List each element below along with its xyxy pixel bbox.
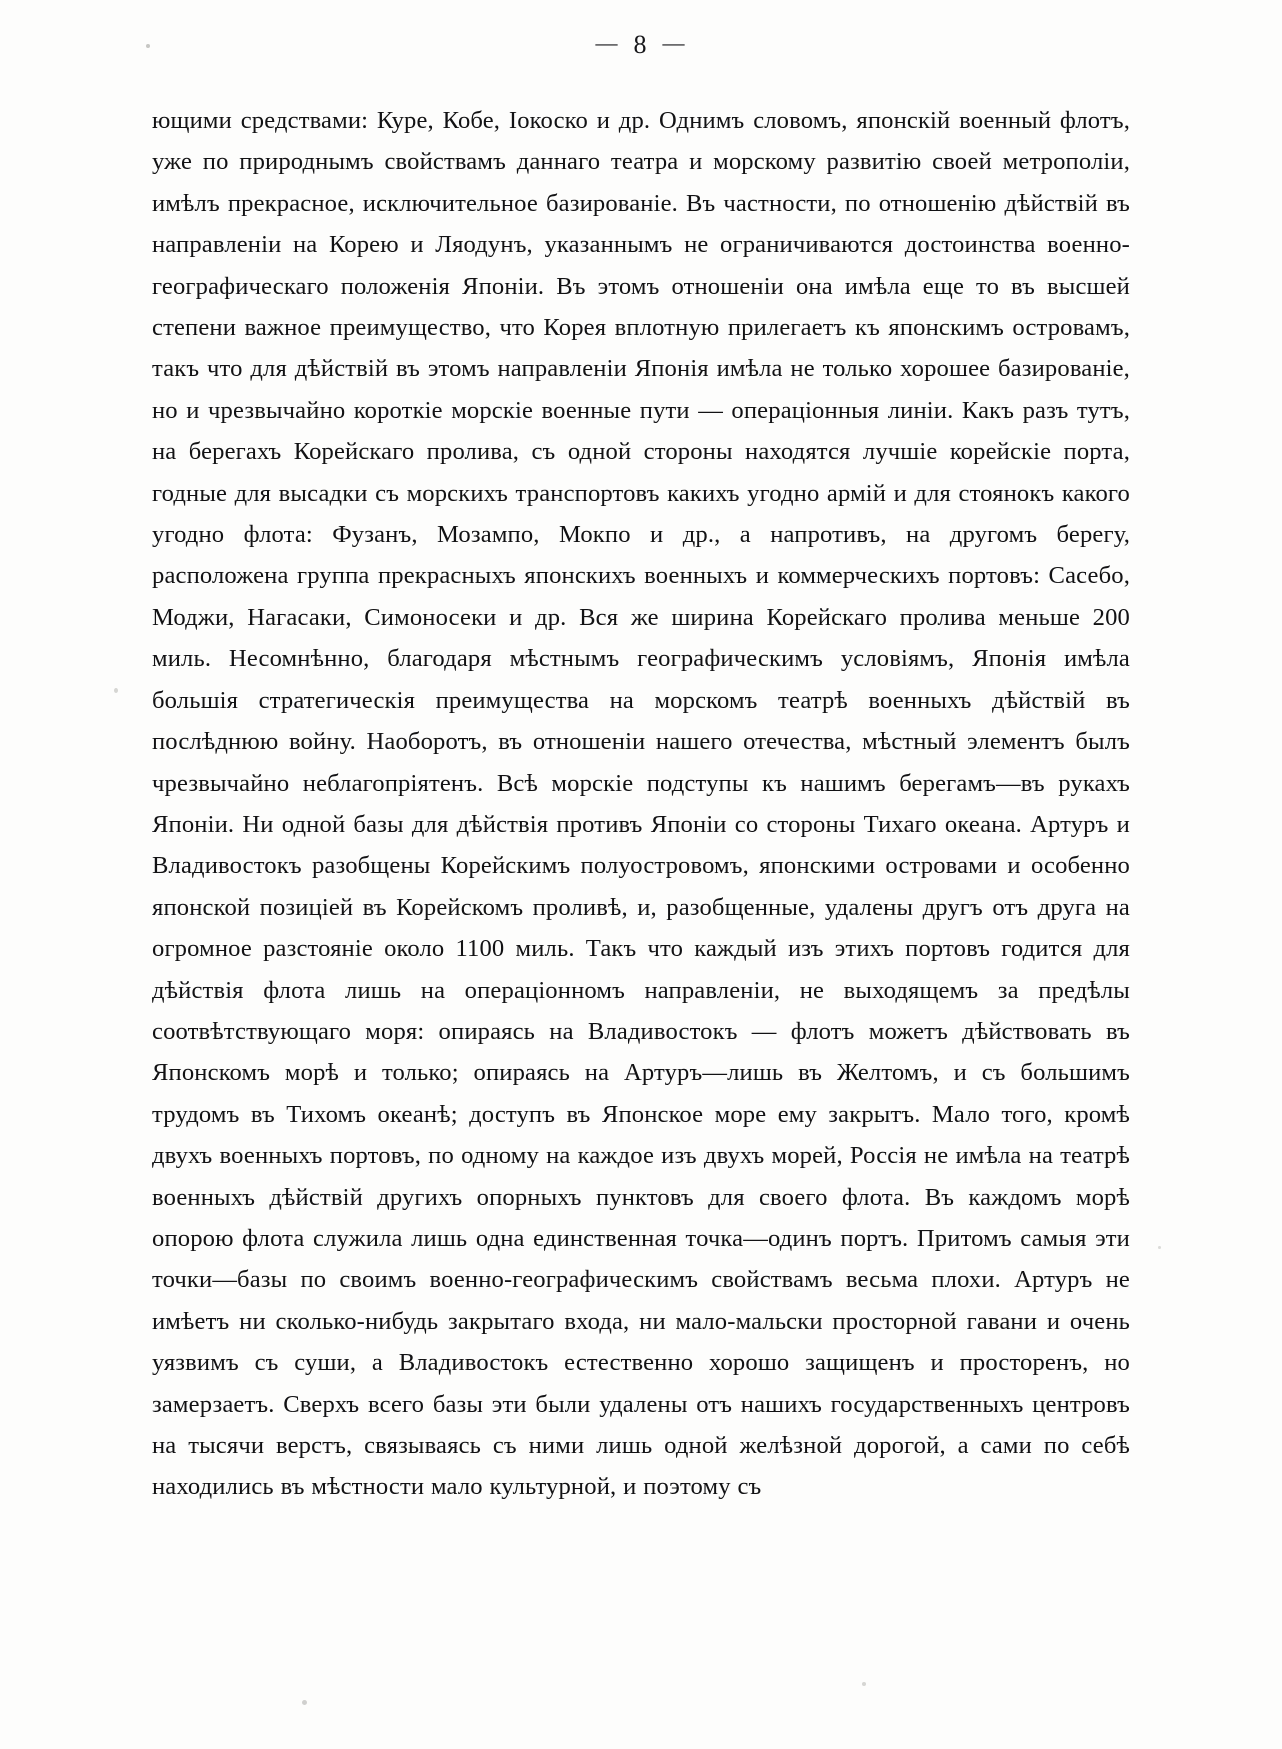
scan-speck — [146, 44, 150, 48]
page-number-value: 8 — [633, 30, 649, 59]
scan-speck — [302, 1700, 307, 1705]
scan-speck — [862, 1682, 866, 1686]
page-number-dash-left: — — [595, 30, 620, 55]
page-number — [0, 30, 1282, 60]
body-text — [152, 100, 1130, 1508]
scan-speck — [1158, 1246, 1161, 1249]
body-paragraph: ющими средствами: Куре, Кобе, Іокоско и др. Однимъ словомъ, японскій военный флотъ, уже по природнымъ свойствамъ даннаго театра и морскому развитію своей метрополіи, имѣлъ прекрасное, исключительное базированіе. Въ частности, по отношенію дѣйствій въ направленіи на Корею и Ляодунъ, указаннымъ не ограничиваются достоинства военно-географическаго положенія Японіи. Въ этомъ отношеніи она имѣла еще то въ высшей степени важное преимущество, что Корея вплотную прилегаетъ къ японскимъ островамъ, такъ что для дѣйствій въ этомъ направленіи Японія имѣла не только хорошее базированіе, но и чрезвычайно короткіе морскіе военные пути — операціонныя линіи. Какъ разъ тутъ, на берегахъ Корейскаго пролива, съ одной стороны находятся лучшіе корейскіе порта, годные для высадки съ морскихъ транспортовъ какихъ угодно армій и для стоянокъ какого угодно флота: Фузанъ, Мозампо, Мокпо и др., а напротивъ, на другомъ берегу, расположена группа прекрасныхъ японскихъ военныхъ и коммерческихъ портовъ: Сасебо, Моджи, Нагасаки, Симоносеки и др. Вся же ширина Корейскаго пролива меньше 200 миль. Несомнѣнно, благодаря мѣстнымъ географическимъ условіямъ, Японія имѣла большія стратегическія преимущества на морскомъ театрѣ военныхъ дѣйствій въ послѣднюю войну. Наоборотъ, въ отношеніи нашего отечества, мѣстный элементъ былъ чрезвычайно неблагопріятенъ. Всѣ морскіе подступы къ нашимъ берегамъ—въ рукахъ Японіи. Ни одной базы для дѣйствія противъ Японіи со стороны Тихаго океана. Артуръ и Владивостокъ разобщены Корейскимъ полуостровомъ, японскими островами и особенно японской позиціей въ Корейскомъ проливѣ, и, разобщенные, удалены другъ отъ друга на огромное разстояніе около 1100 миль. Такъ что каждый изъ этихъ портовъ годится для дѣйствія флота лишь на операціонномъ направленіи, не выходящемъ за предѣлы соотвѣтствующаго моря: опираясь на Владивостокъ — флотъ можетъ дѣйствовать въ Японскомъ морѣ и только; опираясь на Артуръ—лишь въ Желтомъ, и съ большимъ трудомъ въ Тихомъ океанѣ; доступъ въ Японское море ему закрытъ. Мало того, кромѣ двухъ военныхъ портовъ, по одному на каждое изъ двухъ морей, Россія не имѣла на театрѣ военныхъ дѣйствій другихъ опорныхъ пунктовъ для своего флота. Въ каждомъ морѣ опорою флота служила лишь одна единственная точка—одинъ портъ. Притомъ самыя эти точки—базы по своимъ военно-географическимъ свойствамъ весьма плохи. Артуръ не имѣетъ ни сколько-нибудь закрытаго входа, ни мало-мальски просторной гавани и очень уязвимъ съ суши, а Владивостокъ естественно хорошо защищенъ и просторенъ, но замерзаетъ. Сверхъ всего базы эти были удалены отъ нашихъ государственныхъ центровъ на тысячи верстъ, связываясь съ ними лишь одной желѣзной дорогой, а сами по себѣ находились въ мѣстности мало культурной, и поэтому съ — [152, 107, 1130, 1501]
page-number-dash-right: — — [662, 30, 687, 55]
scan-speck — [114, 688, 118, 693]
